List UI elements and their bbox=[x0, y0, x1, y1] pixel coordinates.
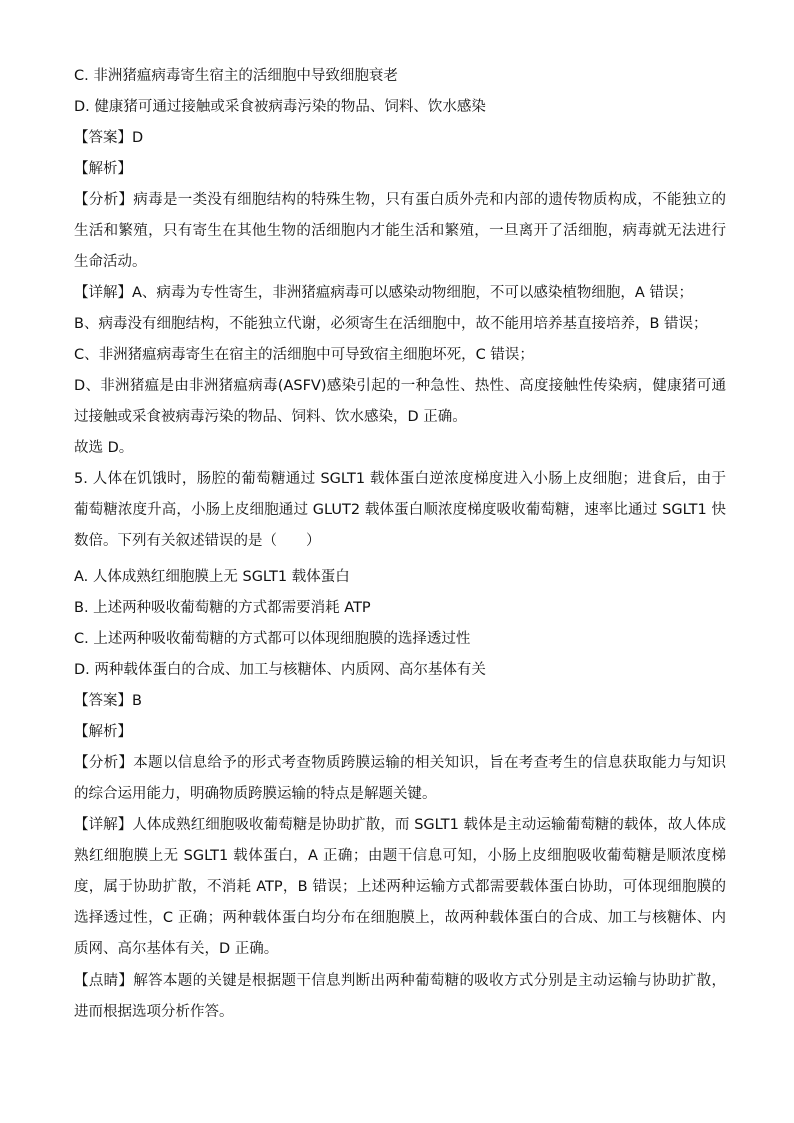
q5-fenxi: 【分析】本题以信息给予的形式考查物质跨膜运输的相关知识，旨在考查考生的信息获取能力与知识的综合运用能力，明确物质跨膜运输的特点是解题关键。 bbox=[74, 755, 726, 802]
q5-option-d: D. 两种载体蛋白的合成、加工与核糖体、内质网、高尔基体有关 bbox=[74, 662, 486, 678]
q4-jiexi-heading: 【解析】 bbox=[74, 161, 132, 177]
q4-option-d: D. 健康猪可通过接触或采食被病毒污染的物品、饲料、饮水感染 bbox=[74, 99, 486, 115]
q5-xiangjie: 【详解】人体成熟红细胞吸收葡萄糖是协助扩散，而 SGLT1 载体是主动运输葡萄糖的载体，故人体成熟红细胞膜上无 SGLT1 载体蛋白，A 正确；由题干信息可知，小肠上皮细胞吸收葡萄糖是顺浓度梯度，属于协助扩散，不消耗 ATP，B 错误；上述两种运输方式都需要载体蛋白协助，可体现细胞膜的选择透过性，C 正确；两种载体蛋白均分布在细胞膜上，故两种载体蛋白的合成、加工与核糖体、内质网、高尔基体有关，D 正确。 bbox=[74, 817, 726, 957]
q4-fenxi: 【分析】病毒是一类没有细胞结构的特殊生物，只有蛋白质外壳和内部的遗传物质构成，不能独立的生活和繁殖，只有寄生在其他生物的活细胞内才能生活和繁殖，一旦离开了活细胞，病毒就无法进行生命活动。 bbox=[74, 192, 726, 270]
q5-option-b: B. 上述两种吸收葡萄糖的方式都需要消耗 ATP bbox=[74, 600, 371, 616]
q5-option-c: C. 上述两种吸收葡萄糖的方式都可以体现细胞膜的选择透过性 bbox=[74, 631, 471, 647]
q5-dianjing: 【点睛】解答本题的关键是根据题干信息判断出两种葡萄糖的吸收方式分别是主动运输与协助扩散，进而根据选项分析作答。 bbox=[74, 973, 726, 1020]
q4-xiangjie-b: B、病毒没有细胞结构，不能独立代谢，必须寄生在活细胞中，故不能用培养基直接培养，B 错误； bbox=[74, 316, 708, 332]
q4-guxuan: 故选 D。 bbox=[74, 440, 134, 456]
q4-answer: 【答案】D bbox=[74, 130, 144, 146]
q4-xiangjie-d: D、非洲猪瘟是由非洲猪瘟病毒(ASFV)感染引起的一种急性、热性、高度接触性传染病，健康猪可通过接触或采食被病毒污染的物品、饲料、饮水感染，D 正确。 bbox=[74, 378, 726, 425]
q5-option-a: A. 人体成熟红细胞膜上无 SGLT1 载体蛋白 bbox=[74, 569, 350, 585]
q5-jiexi-heading: 【解析】 bbox=[74, 724, 132, 740]
q4-xiangjie-c: C、非洲猪瘟病毒寄生在宿主的活细胞中可导致宿主细胞坏死，C 错误； bbox=[74, 347, 534, 363]
q5-stem: 5. 人体在饥饿时，肠腔的葡萄糖通过 SGLT1 载体蛋白逆浓度梯度进入小肠上皮细胞；进食后，由于葡萄糖浓度升高，小肠上皮细胞通过 GLUT2 载体蛋白顺浓度梯度吸收葡萄糖，速率比通过 SGLT1 快数倍。下列有关叙述错误的是（ ） bbox=[74, 471, 726, 549]
q4-xiangjie-a: 【详解】A、病毒为专性寄生，非洲猪瘟病毒可以感染动物细胞，不可以感染植物细胞，A 错误； bbox=[74, 285, 693, 301]
q5-answer: 【答案】B bbox=[74, 693, 142, 709]
q4-option-c: C. 非洲猪瘟病毒寄生宿主的活细胞中导致细胞衰老 bbox=[74, 68, 398, 84]
